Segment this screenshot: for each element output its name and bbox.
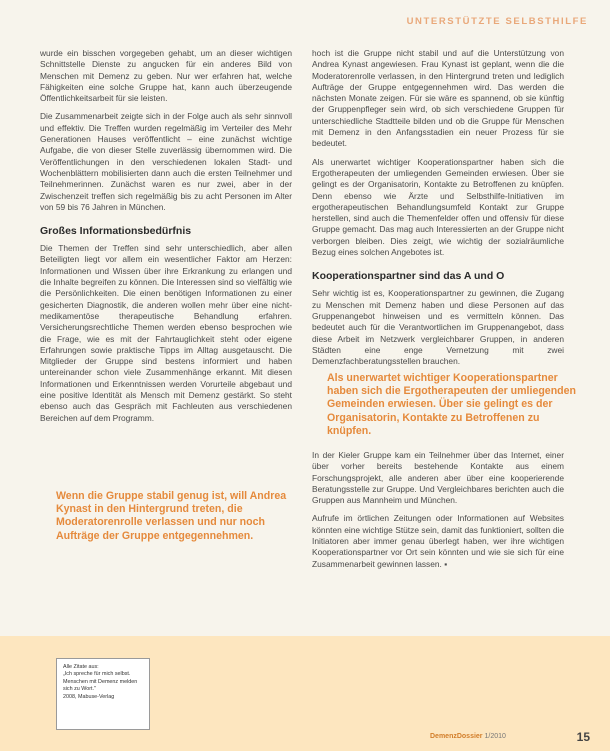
magazine-name: DemenzDossier	[430, 733, 483, 740]
right-column-lower	[312, 450, 564, 577]
subhead-information: Großes Informationsbedürfnis	[40, 225, 192, 238]
body-paragraph: wurde ein bisschen vorgegeben gehabt, um an dieser wichtigen Schnittstelle Dienste zu angucken für ein anderes Bild von Menschen mit Demenz zu geben. Nur wer erfahren hat, welche Fähigkeiten eine solche Gruppe hat, kann auch überzeugende Öffentlichkeitsarbeit für sie leisten.	[40, 48, 292, 104]
pullquote-right	[327, 372, 577, 438]
source-note-title: „Ich spreche für mich selbst. Menschen mit Demenz melden sich zu Wort."	[63, 671, 138, 693]
source-note-box	[56, 658, 150, 730]
issue-number: 1/2010	[484, 733, 506, 740]
section-tag: UNTERSTÜTZTE SELBSTHILFE	[406, 16, 588, 27]
body-paragraph: Die Zusammenarbeit zeigte sich in der Folge auch als sehr sinnvoll und effektiv. Die Treffen wurden regelmäßig im Verteiler des Mehr Generationen Hauses veröffentlicht – eine zunächst wichtige Aufgabe, die von dieser Stelle zuverlässig übernommen wird. Die Veröffentlichungen in den verschiedenen lokalen Stadt- und Wochenblättern mobilisierten dann auch die ersten Teilnehmer und Teilnehmerinnen. Zunächst waren es nur zwei, aber in der Zwischenzeit treffen sich regelmäßig bis zu acht Personen im Alter von 59 bis 76 Jahren in München.	[40, 111, 292, 212]
source-note-publisher: 2008, Mabuse-Verlag	[63, 693, 115, 700]
body-paragraph: Sehr wichtig ist es, Kooperationspartner zu gewinnen, die Zugang zu Menschen mit Demenz haben und diese Personen auf das Gruppenangebot hinweisen und es vermitteln können. Das bedeutet auch für die Verantwortlichen im Gruppenangebot, dass diese Arbeit im Netzwerk vergleichbarer Gruppen, in anderen Städten eine enge Vernetzung mit zwei Demenzfachberatungsstellen brauchen.	[312, 288, 564, 367]
pullquote-text: Als unerwartet wichtiger Kooperationspartner haben sich die Ergotherapeuten der umliegenden Gemeinden erwiesen. Über sie gelingt es der Organisatorin, Kontakte zu Betroffenen zu knüpfen.	[327, 372, 576, 437]
right-column	[312, 48, 564, 374]
body-paragraph: Die Themen der Treffen sind sehr unterschiedlich, aber allen Beteiligten liegt vor allem ein wesentlicher Faktor am Herzen: Informationen und Wissen über ihre Erkrankung zu erlangen und die Inhalte begreifen zu können. Die Interessen sind so vielfältig wie die Persönlichkeiten. Die einen benötigen Informationen zu einer gesicherten Diagnostik, die anderen wollen mehr über eine nicht-medikamentöse therapeutische Behandlung erfahren. Versicherungsrechtliche Themen werden ebenso besprochen wie die Frage, wie es mit der Fahrtauglichkeit steht oder eigene Erfahrungen sowie praktische Tipps im Alltag ausgetauscht. Die Mitglieder der Gruppe sind bestens informiert und haben untereinander schon viele Zusammenhänge erkannt. Mit diesen Informationen und Erkenntnissen werden Vorurteile abgebaut und eine positive Identität als Mensch mit Demenz gestärkt. So steht ebenso auch das Gespräch mit Fachleuten aus verschiedenen Bereichen auf dem Programm.	[40, 243, 292, 423]
body-paragraph: Als unerwartet wichtiger Kooperationspartner haben sich die Ergotherapeuten der umliegenden Gemeinden erwiesen. Über sie gelingt es der Organisatorin, Kontakte zu Betroffenen zu knüpfen. Denn ebenso wie Ärzte und Selbsthilfe-Initiativen im ergotherapeutischen Behandlungsumfeld Kontakt zur Gruppe herstellen, sind auch die Themenfelder offen und offensiv für diese Gruppe gemacht. Das mag auch Interessierten an der Gruppe nicht verborgen bleiben. Dies zeigt, wie wichtig der sozialräumliche Bezug eines solchen Angebotes ist.	[312, 156, 564, 258]
pullquote-left	[56, 490, 294, 543]
source-note-heading: Alle Zitate aus:	[63, 664, 99, 670]
body-paragraph: hoch ist die Gruppe nicht stabil und auf die Unterstützung von Andrea Kynast angewiesen. Frau Kynast ist geplant, wenn die die Moderatorenrolle verlassen, in den Hintergrund treten und lediglich Aufträge der Gruppe entgegennehmen wird. Das werden die nächsten Monate zeigen. Für sie wäre es spannend, ob sie künftig der Gruppenpfleger sein wird, ob sich verschiedene Gruppen für unterschiedliche Stadtteile bilden und ob die Gruppe für Menschen mit Demenz in den Anfangsstadien ein neuer Prozess für sie bedeutet.	[312, 48, 564, 149]
pullquote-text: Wenn die Gruppe stabil genug ist, will Andrea Kynast in den Hintergrund treten, die Moderatorenrolle verlassen und nur noch Aufträge der Gruppe entgegennehmen.	[56, 490, 287, 542]
body-paragraph: Aufrufe im örtlichen Zeitungen oder Informationen auf Websites könnten eine wichtige Stütze sein, damit das funktioniert, sollten die Initiatoren aber immer genau überlegt haben, wer ihre wichtigen Kooperationspartner vor Ort sein könnten und wie sie sich für eine Zusammenarbeit gewinnen lassen. ▪	[312, 513, 564, 569]
subhead-cooperation: Kooperationspartner sind das A und O	[312, 270, 505, 283]
left-column	[40, 48, 292, 431]
body-paragraph: In der Kieler Gruppe kam ein Teilnehmer über das Internet, einer über vorher bereits bestehende Kontakte aus einem Forschungsprojekt, alle anderen aber über eine kooperierende Beratungsstelle zur Gruppe. Und Vergleichbares berichten auch die Gruppen aus Mannheim und München.	[312, 450, 564, 506]
page-number: 15	[576, 730, 590, 744]
page-footer	[430, 730, 590, 745]
